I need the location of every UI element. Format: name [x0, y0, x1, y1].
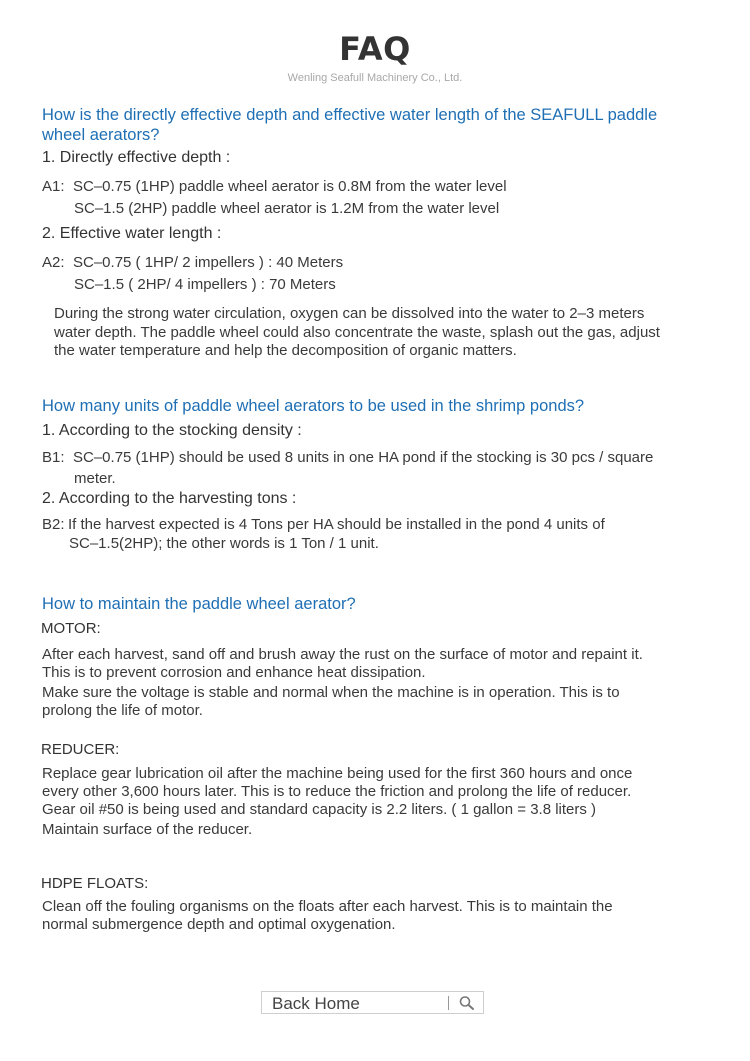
faq1-a1-line2: SC–1.5 (2HP) paddle wheel aerator is 1.2M from the water level	[74, 200, 500, 217]
back-home-divider	[448, 996, 449, 1010]
faq1-a2-label: A2:	[42, 254, 65, 271]
reducer-line4: Maintain surface of the reducer.	[42, 821, 253, 838]
faq2-b2-label: B2:	[42, 516, 65, 533]
faq1-note-line1: During the strong water circulation, oxygen can be dissolved into the water to 2–3 meters	[54, 305, 645, 322]
motor-line1: After each harvest, sand off and brush away the rust on the surface of motor and repaint it.	[42, 646, 643, 663]
faq2-b1-line2: meter.	[74, 470, 116, 487]
reducer-line3: Gear oil #50 is being used and standard capacity is 2.2 liters. ( 1 gallon = 3.8 liters )	[42, 801, 597, 818]
floats-line1: Clean off the fouling organisms on the floats after each harvest. This is to maintain the	[42, 898, 613, 915]
faq1-a1-label: A1:	[42, 178, 65, 195]
back-home-label: Back Home	[272, 994, 360, 1013]
faq1-a1-line1: SC–0.75 (1HP) paddle wheel aerator is 0.8M from the water level	[73, 178, 507, 195]
motor-line3: Make sure the voltage is stable and normal when the machine is in operation. This is to	[42, 684, 620, 701]
floats-title: HDPE FLOATS:	[41, 875, 149, 892]
faq2-b2-line2: SC–1.5(2HP); the other words is 1 Ton / 1 unit.	[69, 535, 379, 552]
reducer-line1: Replace gear lubrication oil after the machine being used for the first 360 hours and once	[42, 765, 633, 782]
faq1-note-line2: water depth. The paddle wheel could also concentrate the waste, splash out the gas, adjust	[54, 324, 660, 341]
faq1-a2-line2: SC–1.5 ( 2HP/ 4 impellers ) : 70 Meters	[74, 276, 336, 293]
faq1-a2-line1: SC–0.75 ( 1HP/ 2 impellers ) : 40 Meters	[73, 254, 344, 271]
back-home-button[interactable]	[261, 991, 484, 1014]
faq1-heading-depth: 1. Directly effective depth :	[42, 149, 231, 166]
reducer-line2: every other 3,600 hours later. This is to reduce the friction and prolong the life of reducer.	[42, 783, 632, 800]
faq2-b2-line1: If the harvest expected is 4 Tons per HA should be installed in the pond 4 units of	[68, 516, 605, 533]
faq2-b1-label: B1:	[42, 449, 65, 466]
company-subtitle: Wenling Seafull Machinery Co., Ltd.	[287, 72, 463, 84]
faq3-question: How to maintain the paddle wheel aerator?	[42, 595, 356, 613]
faq1-question-line2: wheel aerators?	[42, 126, 160, 144]
search-icon	[458, 995, 476, 1011]
faq1-note-line3: the water temperature and help the decomposition of organic matters.	[54, 342, 517, 359]
motor-line4: prolong the life of motor.	[42, 702, 203, 719]
motor-title: MOTOR:	[41, 620, 101, 637]
floats-line2: normal submergence depth and optimal oxygenation.	[42, 916, 396, 933]
faq1-heading-length: 2. Effective water length :	[42, 225, 222, 242]
motor-line2: This is to prevent corrosion and enhance heat dissipation.	[42, 664, 426, 681]
faq2-b1-line1: SC–0.75 (1HP) should be used 8 units in one HA pond if the stocking is 30 pcs / square	[73, 449, 654, 466]
faq2-heading-harvest: 2. According to the harvesting tons :	[42, 490, 297, 507]
page-title: FAQ	[339, 30, 411, 68]
faq1-question-line1: How is the directly effective depth and effective water length of the SEAFULL paddle	[42, 106, 658, 124]
faq2-heading-stocking: 1. According to the stocking density :	[42, 422, 302, 439]
reducer-title: REDUCER:	[41, 741, 120, 758]
faq2-question: How many units of paddle wheel aerators to be used in the shrimp ponds?	[42, 397, 585, 415]
